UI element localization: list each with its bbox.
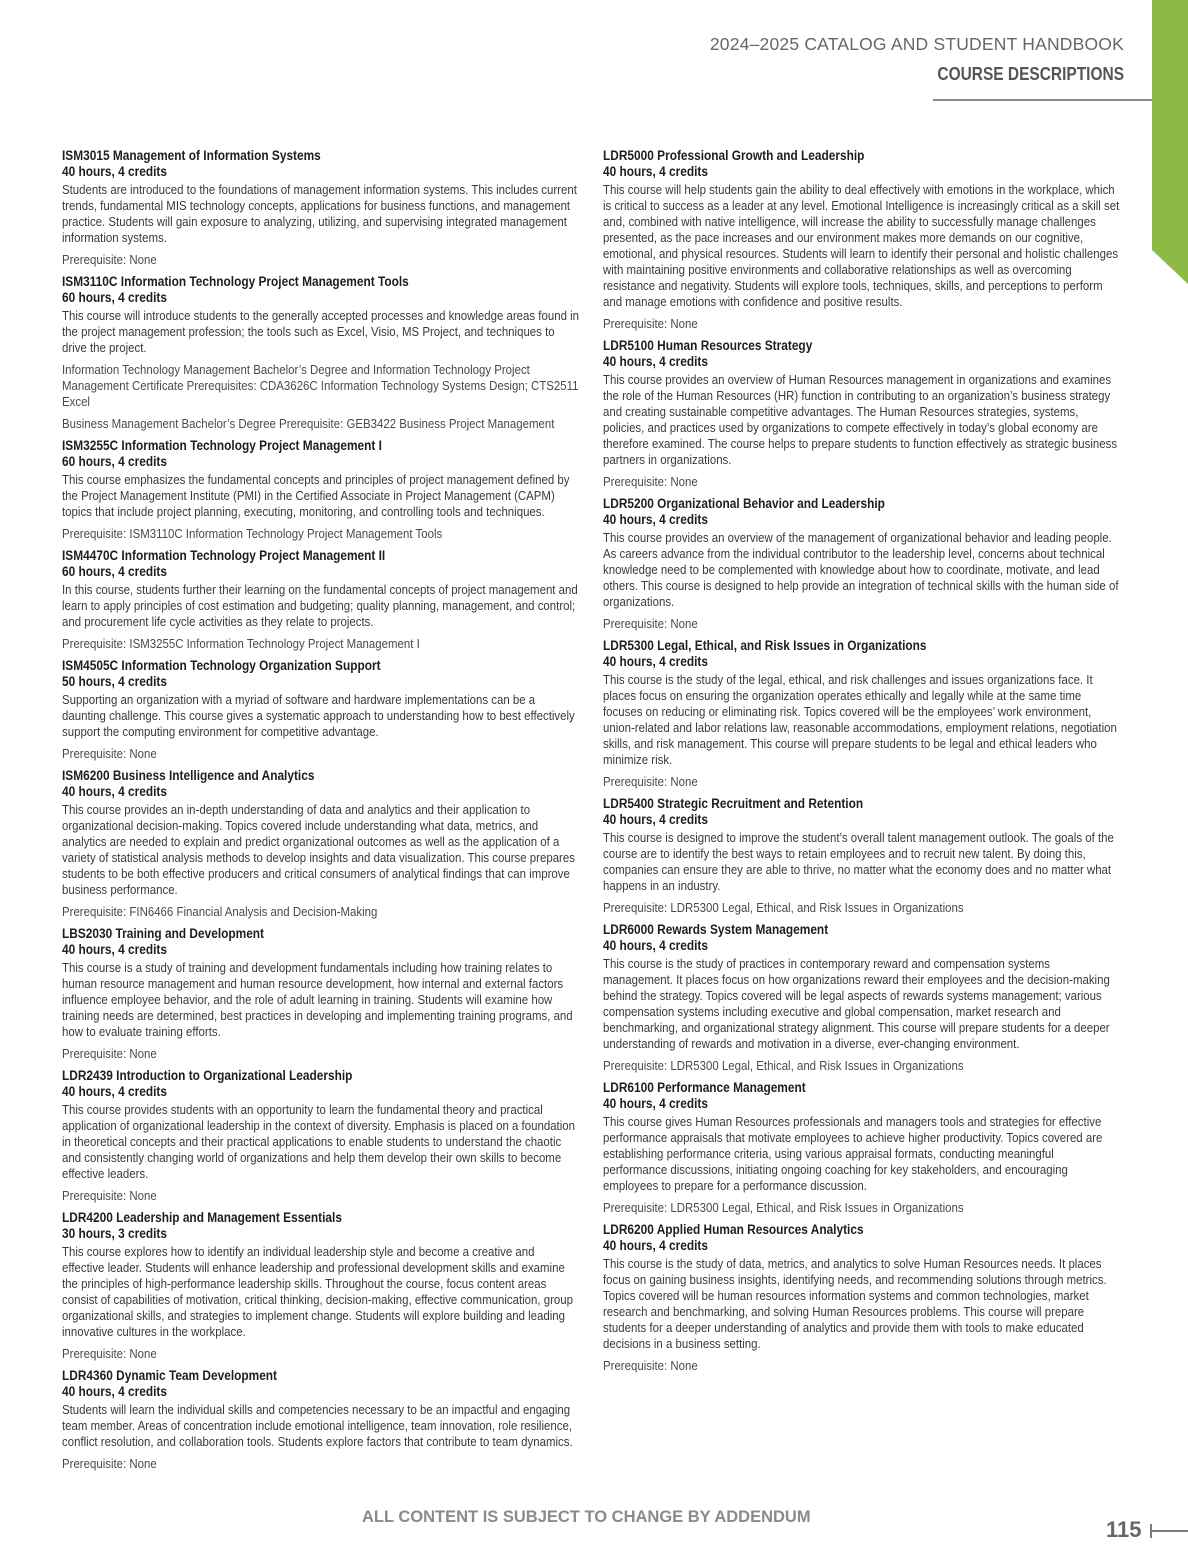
course-prerequisite: Prerequisite: FIN6466 Financial Analysis and Decision-Making	[62, 904, 378, 919]
course-entry	[62, 926, 579, 1062]
course-credits: 60 hours, 4 credits	[62, 564, 167, 579]
course-entry	[603, 638, 1120, 790]
course-title: LDR6200 Applied Human Resources Analytics	[603, 1222, 864, 1237]
course-description: This course is designed to improve the student’s overall talent management outlook. The goals of the course are to identify the best ways to retain employees and to recruit new talent. By doing this, companies can ensure they are able to thrive, no matter what the economy does and no matter what happens in an industry.	[603, 830, 1114, 893]
course-description: This course provides an overview of the management of organizational behavior and leading people. As careers advance from the individual contributor to the leadership level, concerns about technical knowledge need to be complemented with knowledge about how to coordinate, motivate, and lead others. This course is designed to help provide an integration of technical skills with the human side of organizations.	[603, 530, 1119, 609]
section-color-tab	[1152, 0, 1188, 284]
course-prerequisite: Prerequisite: LDR5300 Legal, Ethical, and Risk Issues in Organizations	[603, 900, 964, 915]
course-credits: 40 hours, 4 credits	[603, 938, 708, 953]
course-credits: 40 hours, 4 credits	[62, 784, 167, 799]
course-description: This course will help students gain the ability to deal effectively with emotions in the workplace, which is critical to success as a leader at any level. Emotional Intelligence is increasingly critical as a skill set and, combined with native intelligence, will increase the ability to successfully manage challenges presented, as the pace increases and our environment makes more demands on our cognitive, emotional, and physical resources. Students will learn to identify their personal and holistic challenges with maintaining positive environments and collaborative relationships as well as overcoming resistance and negativity. Students will explore tools, techniques, skills, and perceptions to perform and manage emotions with confidence and positive results.	[603, 182, 1120, 309]
course-prerequisite: Prerequisite: ISM3255C Information Technology Project Management I	[62, 636, 420, 651]
course-entry	[603, 148, 1120, 332]
course-description: This course is the study of the legal, ethical, and risk challenges and issues organizations face. It places focus on ensuring the organization operates ethically and legally while at the same time focuses on reducing or eliminating risk. Topics covered will be the employees’ work environment, union-related and labor relations law, reasonable accommodations, employment relations, negotiation skills, and risk management. This course will prepare students to be legal and ethical leaders who minimize risk.	[603, 672, 1117, 767]
course-entry	[603, 496, 1120, 632]
course-title: ISM3110C Information Technology Project Management Tools	[62, 274, 409, 289]
course-description: Students are introduced to the foundations of management information systems. This includes current trends, fundamental MIS technology concepts, applications for business functions, and management practice. Students will gain exposure to analyzing, utilizing, and supervising integrated management information systems.	[62, 182, 577, 245]
course-prerequisite: Prerequisite: None	[62, 746, 157, 761]
course-credits: 40 hours, 4 credits	[603, 654, 708, 669]
course-prerequisite: Prerequisite: None	[603, 474, 698, 489]
course-title: ISM4505C Information Technology Organization Support	[62, 658, 381, 673]
course-credits: 30 hours, 3 credits	[62, 1226, 167, 1241]
course-credits: 40 hours, 4 credits	[603, 1096, 708, 1111]
course-prerequisite: Prerequisite: LDR5300 Legal, Ethical, and Risk Issues in Organizations	[603, 1058, 964, 1073]
course-description: This course is the study of practices in contemporary reward and compensation systems management. It places focus on how organizations reward their employees and the decision-making behind the strategy. Topics covered will be legal aspects of rewards systems management; various compensation systems including executive and global compensation, market research and benchmarking, and organizational strategy alignment. This course will prepare students for a deeper understanding of rewards and motivation in a diverse, ever-changing environment.	[603, 956, 1110, 1051]
course-credits: 40 hours, 4 credits	[603, 812, 708, 827]
course-entry	[62, 548, 579, 652]
page-number-rule	[1150, 1530, 1188, 1532]
course-description: This course emphasizes the fundamental concepts and principles of project management defined by the Project Management Institute (PMI) in the Certified Associate in Project Management (CAPM) topics that include project planning, executing, monitoring, and controlling tools and techniques.	[62, 472, 570, 519]
course-entry	[603, 1222, 1120, 1374]
course-title: ISM4470C Information Technology Project Management II	[62, 548, 386, 563]
course-title: ISM3015 Management of Information Systems	[62, 148, 321, 163]
course-description: This course provides students with an opportunity to learn the fundamental theory and practical application of organizational leadership in the context of diversity. Emphasis is placed on a foundation in theoretical concepts and their practical applications to enable students to understand the chaotic and consistently changing world of organizations and help them develop their own skills to become effective leaders.	[62, 1102, 575, 1181]
course-credits: 40 hours, 4 credits	[62, 164, 167, 179]
course-description: In this course, students further their learning on the fundamental concepts of project management and learn to apply principles of cost estimation and budgeting; quality planning, management, and control; and procurement life cycle activities as they relate to projects.	[62, 582, 578, 629]
course-title: ISM6200 Business Intelligence and Analytics	[62, 768, 315, 783]
course-prerequisite: Prerequisite: None	[62, 1046, 157, 1061]
course-credits: 60 hours, 4 credits	[62, 454, 167, 469]
course-title: LDR6100 Performance Management	[603, 1080, 806, 1095]
course-title: LDR5400 Strategic Recruitment and Retention	[603, 796, 864, 811]
course-description: This course is the study of data, metrics, and analytics to solve Human Resources needs. It places focus on gaining business insights, identifying needs, and recommending solutions through metrics. Topics covered will be human resources information systems and common technologies, market research and benchmarking, and solving Human Resources problems. This course will prepare students for a deeper understanding of analytics and provide them with tools to make educated decisions in a business setting.	[603, 1256, 1107, 1351]
course-credits: 50 hours, 4 credits	[62, 674, 167, 689]
course-credits: 60 hours, 4 credits	[62, 290, 167, 305]
course-prerequisite: Prerequisite: None	[603, 1358, 698, 1373]
left-column	[62, 148, 579, 1478]
course-description: This course will introduce students to the generally accepted processes and knowledge areas found in the project management profession; the tools such as Excel, Visio, MS Project, and techniques to drive the project.	[62, 308, 580, 355]
course-prerequisite: Prerequisite: LDR5300 Legal, Ethical, and Risk Issues in Organizations	[603, 1200, 964, 1215]
course-description: This course provides an overview of Human Resources management in organizations and examines the role of the Human Resources (HR) function in contributing to an organization’s business strategy and creating sustainable competitive advantages. The Human Resources strategies, systems, policies, and practices used by organizations to compete effectively in today’s global economy are therefore examined. The course helps to prepare students to function effectively as strategic business partners in organizations.	[603, 372, 1118, 467]
course-entry	[603, 338, 1120, 490]
course-entry	[62, 768, 579, 920]
course-prerequisite: Prerequisite: None	[62, 1456, 157, 1471]
page-number: 115	[1106, 1517, 1142, 1542]
course-entry	[603, 1080, 1120, 1216]
course-credits: 40 hours, 4 credits	[603, 164, 708, 179]
course-title: LDR5200 Organizational Behavior and Leadership	[603, 496, 885, 511]
course-credits: 40 hours, 4 credits	[603, 1238, 708, 1253]
course-entry	[62, 148, 579, 268]
course-credits: 40 hours, 4 credits	[603, 512, 708, 527]
course-title: LDR5100 Human Resources Strategy	[603, 338, 813, 353]
course-entry	[62, 1210, 579, 1362]
course-prerequisite: Prerequisite: None	[603, 774, 698, 789]
course-description: Students will learn the individual skills and competencies necessary to be an impactful and engaging team member. Areas of concentration include emotional intelligence, team innovation, role resilience, conflict resolution, and collaboration tools. Students explore factors that contribute to team dynamics.	[62, 1402, 573, 1449]
course-title: LBS2030 Training and Development	[62, 926, 265, 941]
course-title: LDR5300 Legal, Ethical, and Risk Issues in Organizations	[603, 638, 927, 653]
course-prerequisite: Prerequisite: ISM3110C Information Technology Project Management Tools	[62, 526, 443, 541]
course-prerequisite: Prerequisite: None	[62, 1346, 157, 1361]
course-credits: 40 hours, 4 credits	[62, 1084, 167, 1099]
course-prerequisite: Prerequisite: None	[603, 616, 698, 631]
course-prerequisite-note: Information Technology Management Bachelor’s Degree and Information Technology Project Management Certificate Prerequisites: CDA3626C Information Technology Systems Design; CTS2511 Excel	[62, 362, 579, 409]
course-prerequisite: Prerequisite: None	[62, 1188, 157, 1203]
course-entry	[62, 658, 579, 762]
course-entry	[62, 438, 579, 542]
course-description: This course gives Human Resources professionals and managers tools and strategies for effective performance appraisals that motivate employees to achieve higher productivity. Topics covered are establishing performance criteria, using various appraisal formats, conducting meaningful performance discussions, initiating ongoing coaching for key stakeholders, and encouraging employees to prepare for a performance discussion.	[603, 1114, 1103, 1193]
course-title: LDR4200 Leadership and Management Essentials	[62, 1210, 342, 1225]
course-entry	[62, 1068, 579, 1204]
footer-disclaimer: ALL CONTENT IS SUBJECT TO CHANGE BY ADDENDUM	[362, 1508, 811, 1526]
course-title: LDR2439 Introduction to Organizational Leadership	[62, 1068, 353, 1083]
page-number-tick	[1150, 1524, 1152, 1538]
course-credits: 40 hours, 4 credits	[62, 942, 167, 957]
section-title: COURSE DESCRIPTIONS	[937, 64, 1124, 84]
course-entry	[603, 922, 1120, 1074]
header-divider	[933, 99, 1152, 101]
course-credits: 40 hours, 4 credits	[62, 1384, 167, 1399]
course-description: This course provides an in-depth understanding of data and analytics and their application to organizational decision-making. Topics covered include understanding what data, metrics, and analytics are needed to explain and predict organizational outcomes as well as the application of a variety of statistical analysis methods to develop insights and data visualization. This course prepares students to be both effective producers and critical consumers of analytical findings that can improve business performance.	[62, 802, 575, 897]
course-description: This course is a study of training and development fundamentals including how training relates to human resource management and human resource development, how internal and external factors influence employee behavior, and the role of adult learning in training. Students will examine how training needs are determined, best practices in developing and implementing training programs, and how to evaluate training efforts.	[62, 960, 573, 1039]
course-title: ISM3255C Information Technology Project Management I	[62, 438, 382, 453]
course-credits: 40 hours, 4 credits	[603, 354, 708, 369]
course-description: This course explores how to identify an individual leadership style and become a creative and effective leader. Students will enhance leadership and professional development skills and examine the principles of high-performance leadership skills. Throughout the course, focus content areas consist of capabilities of motivation, critical thinking, decision-making, effective communication, group organizational skills, and strategies to implement change. Students will explore building and leading innovative cultures in the workplace.	[62, 1244, 574, 1339]
right-column	[603, 148, 1120, 1380]
course-entry	[62, 1368, 579, 1472]
course-title: LDR5000 Professional Growth and Leadership	[603, 148, 865, 163]
catalog-title: 2024–2025 CATALOG AND STUDENT HANDBOOK	[709, 34, 1124, 54]
course-prerequisite: Prerequisite: None	[603, 316, 698, 331]
course-prerequisite: Prerequisite: None	[62, 252, 157, 267]
course-prerequisite: Business Management Bachelor’s Degree Prerequisite: GEB3422 Business Project Management	[62, 416, 555, 431]
course-description: Supporting an organization with a myriad of software and hardware implementations can be a daunting challenge. This course gives a systematic approach to understanding how to best effectively support the computing environment for competitive advantage.	[62, 692, 575, 739]
course-title: LDR4360 Dynamic Team Development	[62, 1368, 278, 1383]
course-entry	[603, 796, 1120, 916]
course-entry	[62, 274, 579, 432]
course-title: LDR6000 Rewards System Management	[603, 922, 829, 937]
